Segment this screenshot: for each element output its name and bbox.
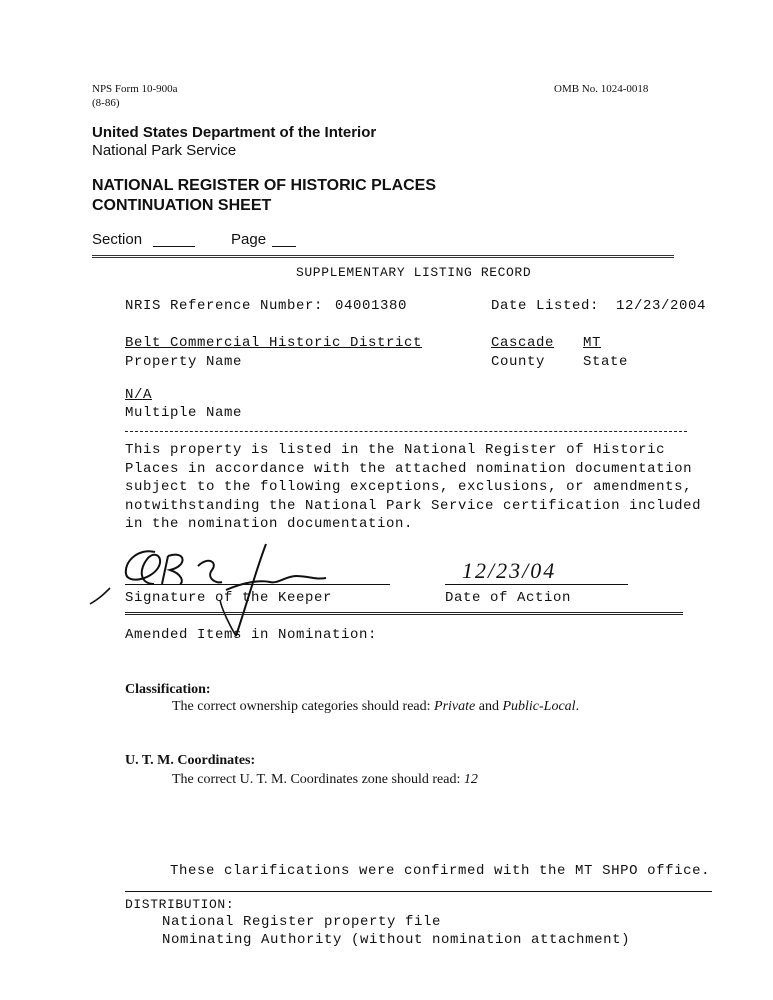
nris-label: NRIS Reference Number:: [125, 298, 324, 314]
statement-line-1: This property is listed in the National Register of Historic: [125, 442, 666, 458]
date-listed-label: Date Listed:: [491, 298, 600, 314]
amended-items-label: Amended Items in Nomination:: [125, 627, 378, 643]
header-double-rule: [92, 255, 674, 258]
distribution-heading: DISTRIBUTION:: [125, 897, 235, 912]
utm-text: [172, 772, 478, 788]
signature-line: [125, 584, 390, 585]
statement-line-2: Places in accordance with the attached nomination documentation: [125, 461, 693, 477]
classification-private: Private: [434, 699, 476, 714]
property-name-label: Property Name: [125, 354, 243, 370]
clarification-note: These clarifications were confirmed with the MT SHPO office.: [170, 863, 711, 879]
classification-text: [172, 699, 579, 715]
multiple-name-label: Multiple Name: [125, 405, 243, 421]
distribution-item-2: Nominating Authority (without nomination attachment): [162, 932, 631, 948]
nris-value: 04001380: [335, 298, 408, 314]
classification-prefix: The correct ownership categories should read:: [172, 699, 435, 714]
form-date: (8-86): [92, 97, 120, 109]
signature-label: Signature of the Keeper: [125, 590, 333, 606]
amended-double-rule: [125, 612, 683, 615]
utm-heading: U. T. M. Coordinates:: [125, 753, 256, 768]
date-listed-value: 12/23/2004: [616, 298, 707, 314]
statement-line-5: in the nomination documentation.: [125, 516, 414, 532]
statement-dashed-rule: [125, 431, 687, 432]
section-label: Section: [92, 231, 143, 248]
classification-public-local: Public-Local: [502, 699, 576, 714]
date-of-action-line: [445, 584, 628, 585]
multiple-name-value: N/A: [125, 387, 153, 403]
utm-zone-value: 12: [463, 772, 478, 787]
statement-line-4: notwithstanding the National Park Service certification included: [125, 498, 702, 514]
county-label: County: [491, 354, 546, 370]
statement-line-3: subject to the following exceptions, exclusions, or amendments,: [125, 479, 693, 495]
state-label: State: [583, 354, 629, 370]
state-value: MT: [583, 335, 602, 351]
page-blank: [272, 246, 296, 247]
date-of-action-label: Date of Action: [445, 590, 572, 606]
distribution-rule: [125, 891, 712, 892]
agency-name: National Park Service: [92, 142, 237, 159]
action-date-handwritten: 12/23/04: [462, 558, 557, 583]
classification-and: and: [475, 699, 503, 714]
form-number: NPS Form 10-900a: [92, 83, 178, 95]
utm-prefix: The correct U. T. M. Coordinates zone should read:: [172, 772, 464, 787]
section-blank: [153, 246, 195, 247]
form-title-line1: NATIONAL REGISTER OF HISTORIC PLACES: [92, 177, 437, 194]
omb-number: OMB No. 1024-0018: [554, 83, 649, 95]
department-name: United States Department of the Interior: [92, 124, 377, 141]
page-label: Page: [231, 231, 267, 248]
property-name-value: Belt Commercial Historic District: [125, 335, 423, 351]
form-title-line2: CONTINUATION SHEET: [92, 197, 272, 214]
county-value: Cascade: [491, 335, 555, 351]
distribution-item-1: National Register property file: [162, 914, 442, 930]
classification-heading: Classification:: [125, 682, 211, 697]
record-heading: SUPPLEMENTARY LISTING RECORD: [296, 265, 532, 280]
classification-suffix: .: [575, 699, 580, 714]
